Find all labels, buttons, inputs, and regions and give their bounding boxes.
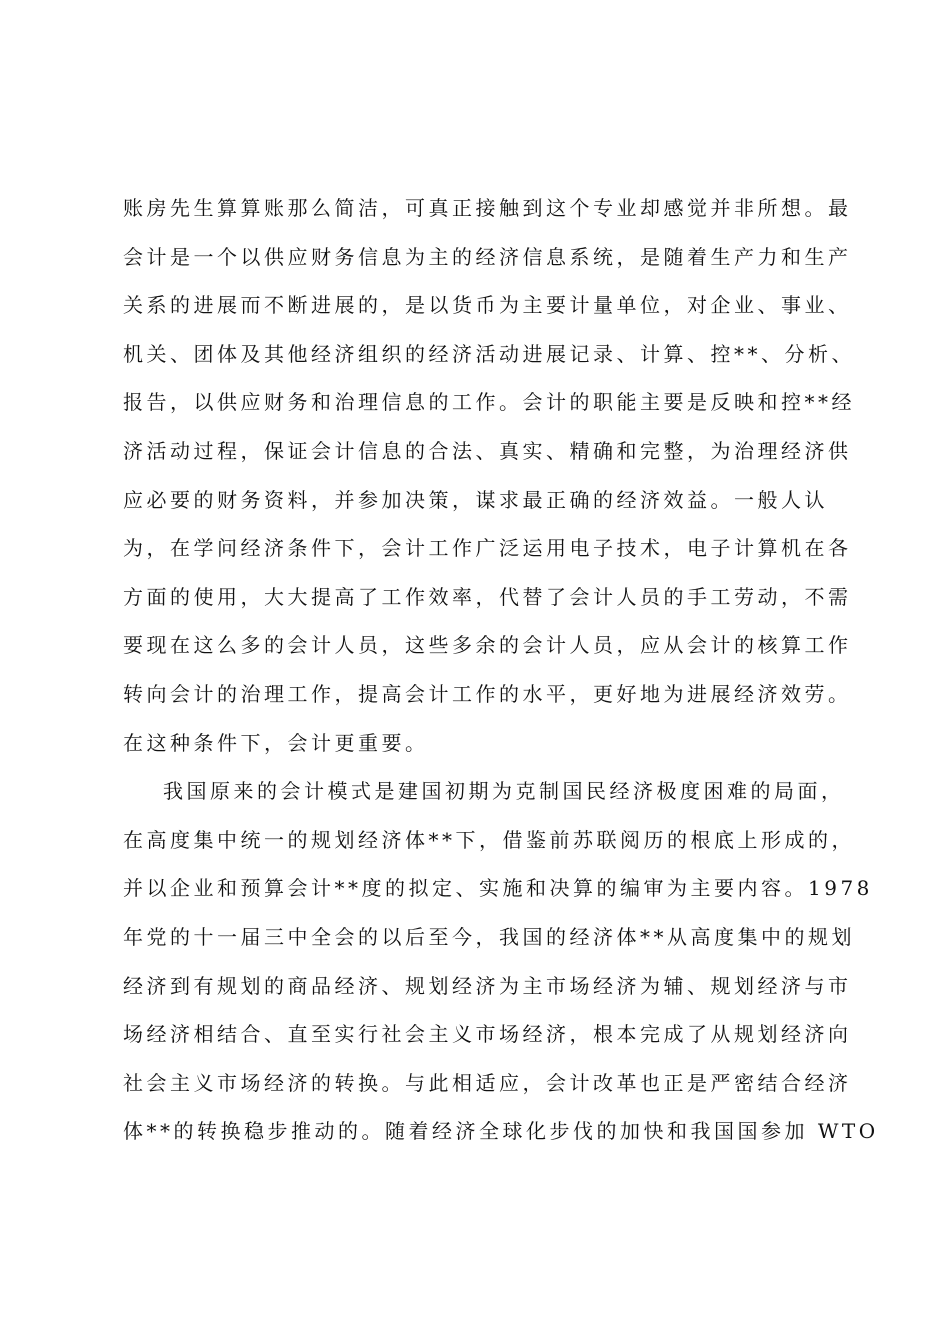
paragraph-line: 经济到有规划的商品经济、规划经济为主市场经济为辅、规划经济与市 <box>123 973 852 998</box>
body-text <box>123 184 879 1156</box>
paragraph-line: 方面的使用，大大提高了工作效率，代替了会计人员的手工劳动，不需 <box>123 584 852 609</box>
paragraph-line: 在这种条件下，会计更重要。 <box>123 730 429 755</box>
paragraph-line: 体**的转换稳步推动的。随着经济全球化步伐的加快和我国国参加 WTO <box>123 1119 879 1144</box>
paragraph-line: 报告，以供应财务和治理信息的工作。会计的职能主要是反映和控**经 <box>123 390 855 415</box>
paragraph-line: 机关、团体及其他经济组织的经济活动进展记录、计算、控**、分析、 <box>123 341 855 366</box>
paragraph-line: 要现在这么多的会计人员，这些多余的会计人员，应从会计的核算工作 <box>123 633 852 658</box>
paragraph-line: 为，在学问经济条件下，会计工作广泛运用电子技术，电子计算机在各 <box>123 536 852 561</box>
paragraph-line: 在高度集中统一的规划经济体**下，借鉴前苏联阅历的根底上形成的， <box>123 827 855 852</box>
paragraph-line: 济活动过程，保证会计信息的合法、真实、精确和完整，为治理经济供 <box>123 438 852 463</box>
paragraph-line: 场经济相结合、直至实行社会主义市场经济，根本完成了从规划经济向 <box>123 1022 852 1047</box>
paragraph-line: 应必要的财务资料，并参加决策，谋求最正确的经济效益。一般人认 <box>123 487 828 512</box>
paragraph-line: 会计是一个以供应财务信息为主的经济信息系统，是随着生产力和生产 <box>123 244 852 269</box>
paragraph-2 <box>123 767 879 1156</box>
paragraph-line: 年党的十一届三中全会的以后至今，我国的经济体**从高度集中的规划 <box>123 924 855 949</box>
paragraph-line: 账房先生算算账那么简洁，可真正接触到这个专业却感觉并非所想。最 <box>123 196 852 220</box>
paragraph-line: 我国原来的会计模式是建国初期为克制国民经济极度困难的局面， <box>163 779 845 804</box>
paragraph-line: 转向会计的治理工作，提高会计工作的水平，更好地为进展经济效劳。 <box>123 681 852 706</box>
paragraph-line: 并以企业和预算会计**度的拟定、实施和决算的编审为主要内容。1978 <box>123 876 873 901</box>
paragraph-1 <box>123 184 855 767</box>
paragraph-line: 关系的进展而不断进展的，是以货币为主要计量单位，对企业、事业、 <box>123 293 852 318</box>
paragraph-line: 社会主义市场经济的转换。与此相适应，会计改革也正是严密结合经济 <box>123 1070 852 1095</box>
